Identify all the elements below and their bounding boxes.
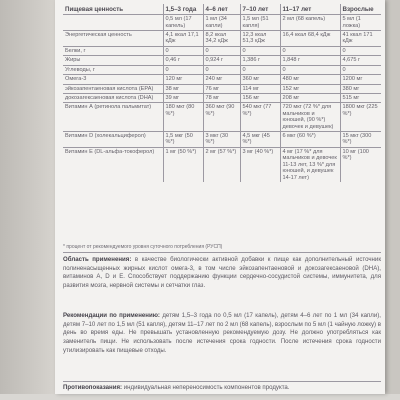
value-cell: 0 — [240, 46, 280, 55]
scope-text: в качестве биологически активной добавки к пище как дополнительный источник полиненасыщенных жирных кислот омега-3, в том числе эйкозапентаеновой и докозагексаеновой (DHA), витаминов A, D и E. Способствует поддержанию функции сердечно-сосудистой системы, иммунитета, для развития мозга, нервной системы и сетчатки глаз. — [63, 256, 381, 289]
value-cell: 515 мг — [340, 93, 381, 102]
value-cell: 41 ккал 171 кДж — [340, 30, 381, 46]
value-cell: 1800 мкг (225 %*) — [340, 103, 381, 132]
value-cell: 1,5 мл (51 капля) — [240, 15, 280, 31]
value-cell: 2 мл (68 капель) — [280, 15, 340, 31]
nutrition-table — [63, 4, 381, 182]
value-cell: 0,46 г — [163, 56, 203, 65]
table-row — [63, 84, 381, 93]
value-cell: 540 мкг (77 %*) — [240, 103, 280, 132]
row-label-cell: Витамин E (DL-альфа-токоферол) — [63, 147, 163, 182]
value-cell: 0 — [340, 46, 381, 55]
row-label-cell: Жиры — [63, 56, 163, 65]
value-cell: 76 мг — [203, 84, 240, 93]
value-cell: 10 мг (100 %*) — [340, 147, 381, 182]
header-cell: Пищевая ценность — [65, 6, 124, 13]
value-cell: 0,5 мл (17 капель) — [163, 15, 203, 31]
value-cell: 0 — [280, 46, 340, 55]
row-label-cell: эйкозапентаеновая кислота (EPA) — [63, 84, 163, 93]
divider — [63, 252, 381, 253]
row-label-cell: Витамин А (ретинола пальмитат) — [63, 103, 163, 132]
value-cell: 720 мкг (72 %* для мальчиков и юношей, (90 %*) девочек и девушек) — [280, 103, 340, 132]
header-cell: Взрослые — [340, 4, 381, 15]
value-cell: 0 — [340, 65, 381, 74]
value-cell: 4,675 г — [340, 56, 381, 65]
value-cell: 38 мг — [163, 84, 203, 93]
dosage-text: детям 1,5–3 года по 0,5 мл (17 капель), детям 4–6 лет по 1 мл (34 капли), детям 7–10 лет по 1,5 мл (51 капля), детям 11–17 лет по 2 мл (68 капель), взрослым по 5 мл (1 чайную ложку) в день во время еды. — [63, 312, 381, 337]
footnote: * процент от рекомендуемого уровня суточного потребления (РУСП) — [63, 244, 223, 250]
value-cell: 1,386 г — [240, 56, 280, 65]
row-label-cell: Энергетическая ценность — [63, 30, 163, 46]
value-cell: 180 мкг (80 %*) — [163, 103, 203, 132]
row-label-cell: Омега-3 — [63, 75, 163, 84]
value-cell: 16,4 ккал 68,4 кДж — [280, 30, 340, 46]
table-row — [63, 30, 381, 46]
table-row — [63, 56, 381, 65]
value-cell: 4,5 мкг (45 %*) — [240, 132, 280, 148]
value-cell: 5 мл (1 ложка) — [340, 15, 381, 31]
contra-title: Противопоказания: — [63, 384, 123, 391]
value-cell: 208 мг — [280, 93, 340, 102]
value-cell: 2 мг (57 %*) — [203, 147, 240, 182]
contraindications-section — [63, 384, 381, 393]
value-cell: 3 мкг (30 %*) — [203, 132, 240, 148]
background-bottom — [0, 394, 400, 400]
table-row — [63, 15, 381, 31]
value-cell: 0 — [203, 65, 240, 74]
value-cell: 360 мкг (90 %*) — [203, 103, 240, 132]
header-cell: 1,5–3 года — [163, 4, 203, 15]
value-cell: 0 — [163, 46, 203, 55]
value-cell: 240 мг — [203, 75, 240, 84]
value-cell: 1200 мг — [340, 75, 381, 84]
warning-text: Не превышать установленную рекомендуемую дозу. Не должно употребляться как заменитель пищи. — [63, 329, 382, 345]
value-cell: 15 мкг (300 %*) — [340, 132, 381, 148]
value-cell: 360 мг — [240, 75, 280, 84]
dosage-title: Рекомендации по применению: — [63, 312, 160, 319]
table-row — [63, 93, 381, 102]
value-cell: 1 мг (50 %*) — [163, 147, 203, 182]
value-cell: 0 — [203, 46, 240, 55]
value-cell: 6 мкг (60 %*) — [280, 132, 340, 148]
row-label-cell: докозагексаеновая кислота (DHA) — [63, 93, 163, 102]
row-label-cell: Углеводы, г — [63, 65, 163, 74]
contra-text: индивидуальная непереносимость компонентов продукта. — [123, 384, 290, 391]
header-cell: 7–10 лет — [240, 4, 280, 15]
value-cell: 114 мг — [240, 84, 280, 93]
value-cell: 1,5 мкг (50 %*) — [163, 132, 203, 148]
header-cell: 11–17 лет — [280, 4, 340, 15]
table-row — [63, 46, 381, 55]
row-label-cell: Витамин D (холекальциферол) — [63, 132, 163, 148]
value-cell: 1,848 г — [280, 56, 340, 65]
scope-section — [63, 256, 381, 291]
value-cell: 78 мг — [203, 93, 240, 102]
value-cell: 0 — [240, 65, 280, 74]
value-cell: 0,924 г — [203, 56, 240, 65]
table-row — [63, 103, 381, 132]
divider — [63, 381, 381, 382]
nutrition-table-body — [63, 15, 381, 182]
value-cell: 4 мг (17 %* для мальчиков и девочек 11-13 лет, 13 %* для юношей, и девушек 14-17 лет) — [280, 147, 340, 182]
value-cell: 480 мг — [280, 75, 340, 84]
table-row — [63, 147, 381, 182]
row-label-cell: Белки, г — [63, 46, 163, 55]
value-cell: 1 мл (34 капли) — [203, 15, 240, 31]
value-cell: 0 — [280, 65, 340, 74]
value-cell: 156 мг — [240, 93, 280, 102]
value-cell: 3 мг (40 %*) — [240, 147, 280, 182]
value-cell: 8,2 ккал 34,2 кДж — [203, 30, 240, 46]
value-cell: 12,3 ккал 51,3 кДж — [240, 30, 280, 46]
table-row — [63, 132, 381, 148]
table-header-row — [63, 4, 381, 15]
value-cell: 380 мг — [340, 84, 381, 93]
value-cell: 4,1 ккал 17,1 кДж — [163, 30, 203, 46]
dosage-section — [63, 312, 381, 355]
row-label-cell — [63, 15, 163, 31]
table-row — [63, 75, 381, 84]
value-cell: 120 мг — [163, 75, 203, 84]
background-left — [0, 0, 55, 400]
product-label — [55, 0, 385, 394]
expiry-text: Не использовать после истечения срока годности. После истечения срока годности утилизировать как пищевые отходы. — [63, 337, 381, 354]
value-cell: 39 мг — [163, 93, 203, 102]
value-cell: 152 мг — [280, 84, 340, 93]
header-cell: 4–6 лет — [203, 4, 240, 15]
scope-title: Область применения: — [63, 256, 132, 263]
value-cell: 0 — [163, 65, 203, 74]
table-row — [63, 65, 381, 74]
